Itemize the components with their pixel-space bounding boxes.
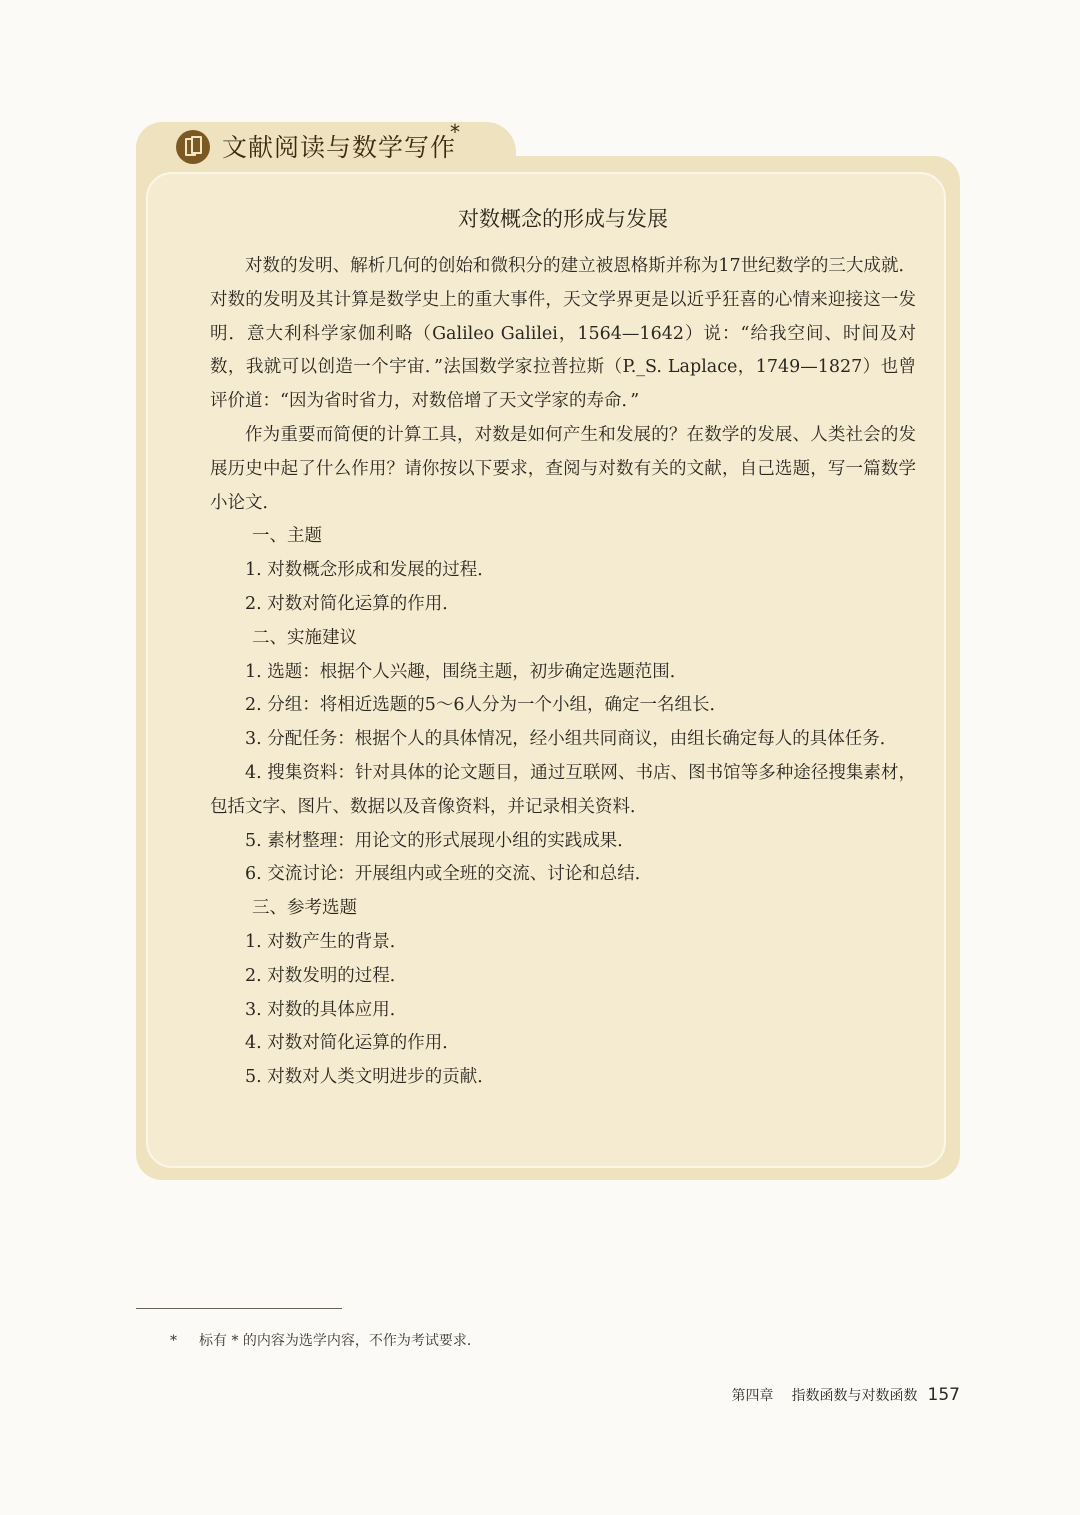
footnote-mark: * (170, 1333, 177, 1349)
list-item: 5. 素材整理：用论文的形式展现小组的实践成果． (245, 830, 635, 851)
section-heading-topic: 一、主题 (252, 526, 322, 547)
optional-star-mark: * (450, 120, 460, 144)
list-item: 4. 搜集资料：针对具体的论文题目，通过互联网、书店、图书馆等多种途径搜集素材，包括文字、图片、数据以及音像资料，并记录相关资料． (210, 762, 916, 817)
book-icon (176, 130, 210, 164)
list-item: 1. 选题：根据个人兴趣，围绕主题，初步确定选题范围． (245, 661, 688, 682)
list-item: 4. 对数对简化运算的作用． (245, 1033, 460, 1054)
list-item: 2. 对数发明的过程． (245, 965, 408, 986)
list-item: 3. 分配任务：根据个人的具体情况，经小组共同商议，由组长确定每人的具体任务． (245, 729, 898, 750)
footnote-divider (136, 1308, 342, 1309)
list-item: 2. 对数对简化运算的作用． (245, 593, 460, 614)
list-item: 5. 对数对人类文明进步的贡献． (245, 1067, 495, 1088)
article-title: 对数概念的形成与发展 (458, 207, 668, 231)
chapter-title: 指数函数与对数函数 (791, 1388, 918, 1404)
list-item: 6. 交流讨论：开展组内或全班的交流、讨论和总结． (245, 864, 653, 885)
page-number: 157 (927, 1385, 960, 1405)
article (210, 196, 916, 1095)
list-item: 1. 对数概念形成和发展的过程． (245, 560, 495, 581)
list-item: 2. 分组：将相近选题的5～6人分为一个小组，确定一名组长． (245, 695, 728, 716)
section-heading-reference-topics: 三、参考选题 (252, 898, 357, 919)
footnote (170, 1328, 481, 1354)
intro-paragraph-2: 作为重要而简便的计算工具，对数是如何产生和发展的？在数学的发展、人类社会的发展历史中起了什么作用？请你按以下要求，查阅与对数有关的文献，自己选题，写一篇数学小论文． (210, 424, 916, 513)
chapter-label: 第四章 (731, 1388, 774, 1404)
intro-paragraph-1: 对数的发明、解析几何的创始和微积分的建立被恩格斯并称为17世纪数学的三大成就．对数的发明及其计算是数学史上的重大事件，天文学界更是以近乎狂喜的心情来迎接这一发明．意大利科学家伽利略（Galileo Galilei，1564—1642）说：“给我空间、时间及对数，我就可以创造一个宇宙．”法国数学家拉普拉斯（P._S. Laplace，1749—1827）也曾评价道：“因为省时省力，对数倍增了天文学家的寿命．” (210, 256, 916, 412)
list-item: 3. 对数的具体应用． (245, 999, 408, 1020)
section-heading-suggestions: 二、实施建议 (252, 627, 357, 648)
list-item: 1. 对数产生的背景． (245, 931, 408, 952)
footnote-text: 标有 * 的内容为选学内容，不作为考试要求． (199, 1333, 481, 1349)
section-title: 文献阅读与数学写作 (222, 133, 457, 162)
page-footer (732, 1380, 960, 1411)
